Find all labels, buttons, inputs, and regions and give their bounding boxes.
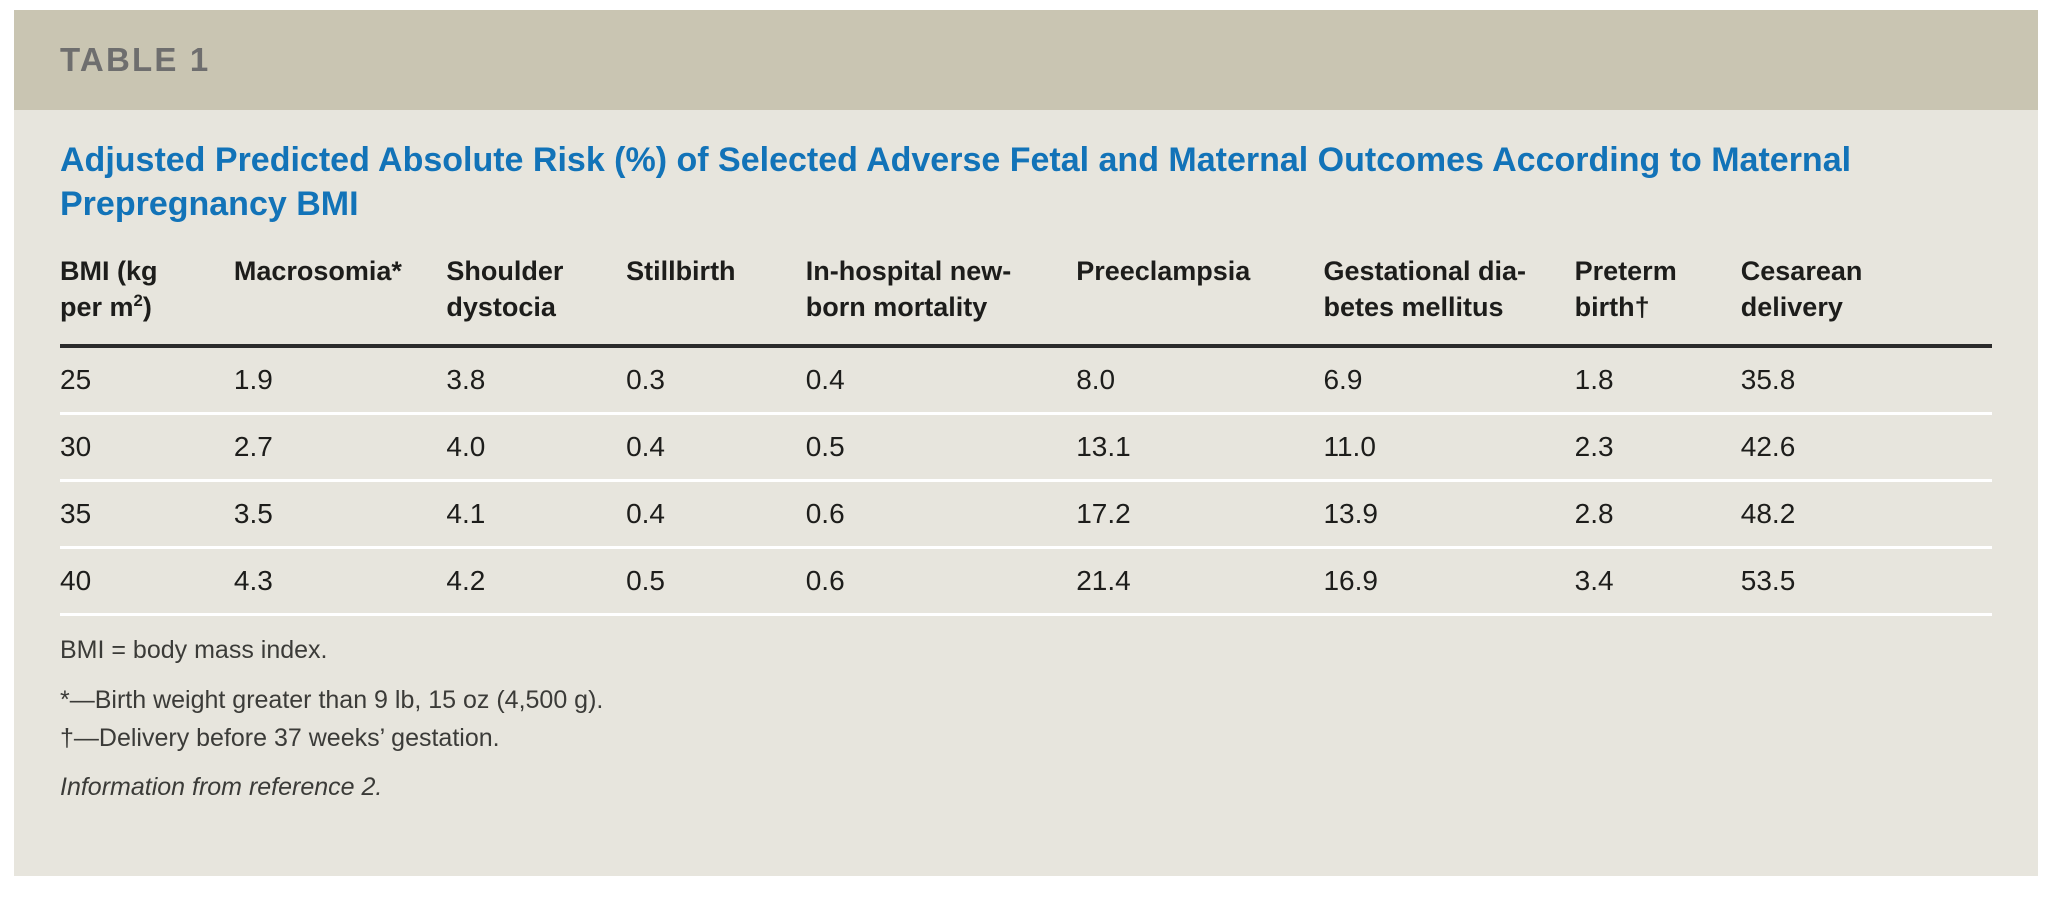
cell-stillbirth: 0.4 — [626, 481, 806, 548]
cell-inhospital-newborn-mortality: 0.4 — [806, 346, 1076, 414]
cell-bmi: 30 — [60, 414, 234, 481]
column-header-bmi-line2-post: ) — [142, 292, 152, 323]
column-header-shoulder-line2: dystocia — [446, 292, 556, 323]
column-header-preterm-line2: birth† — [1574, 292, 1650, 323]
column-header-inhosp-line1: In-hospital new- — [805, 256, 1012, 287]
table-row — [60, 346, 1992, 414]
cell-shoulder-dystocia: 4.2 — [446, 548, 626, 615]
cell-macrosomia: 2.7 — [234, 414, 447, 481]
cell-stillbirth: 0.4 — [626, 414, 806, 481]
cell-gestational-diabetes: 13.9 — [1323, 481, 1574, 548]
column-header-inhosp-line2: born mortality — [805, 292, 988, 323]
cell-shoulder-dystocia: 3.8 — [446, 346, 626, 414]
cell-shoulder-dystocia: 4.0 — [446, 414, 626, 481]
cell-gestational-diabetes: 11.0 — [1323, 414, 1574, 481]
cell-macrosomia: 4.3 — [234, 548, 447, 615]
column-header-cesarean-delivery — [1741, 244, 1992, 346]
table-number-band — [14, 10, 2038, 110]
source-reference: Information from reference 2. — [60, 773, 383, 802]
cell-preterm-birth: 3.4 — [1575, 548, 1741, 615]
column-header-macrosomia-text: Macrosomia* — [233, 256, 402, 287]
cell-preeclampsia: 21.4 — [1076, 548, 1323, 615]
cell-bmi: 35 — [60, 481, 234, 548]
footnote-abbreviation: BMI = body mass index. — [60, 636, 328, 665]
cell-cesarean-delivery: 53.5 — [1741, 548, 1992, 615]
footnote-preterm: †—Delivery before 37 weeks’ gestation. — [60, 723, 500, 752]
column-header-preterm-line1: Preterm — [1574, 256, 1677, 287]
cell-shoulder-dystocia: 4.1 — [446, 481, 626, 548]
column-header-inhospital-newborn-mortality — [806, 244, 1076, 346]
table-row — [60, 548, 1992, 615]
column-header-gestational-diabetes — [1323, 244, 1574, 346]
column-header-preterm-birth — [1575, 244, 1741, 346]
column-header-preeclampsia-text: Preeclampsia — [1076, 256, 1251, 287]
cell-bmi: 25 — [60, 346, 234, 414]
table-number-label: TABLE 1 — [60, 41, 211, 78]
table-card — [14, 10, 2038, 876]
column-header-gdm-line1: Gestational dia- — [1323, 256, 1527, 287]
column-header-bmi-line2-pre: per m — [60, 292, 134, 323]
table-wrap — [14, 226, 2038, 616]
column-header-bmi-line1: BMI (kg — [60, 256, 158, 287]
cell-bmi: 40 — [60, 548, 234, 615]
column-header-cesarean-line2: delivery — [1740, 292, 1843, 323]
cell-gestational-diabetes: 6.9 — [1323, 346, 1574, 414]
cell-preterm-birth: 2.8 — [1575, 481, 1741, 548]
cell-preeclampsia: 8.0 — [1076, 346, 1323, 414]
cell-cesarean-delivery: 35.8 — [1741, 346, 1992, 414]
cell-gestational-diabetes: 16.9 — [1323, 548, 1574, 615]
table-row — [60, 414, 1992, 481]
outcomes-table — [60, 244, 1992, 616]
cell-macrosomia: 1.9 — [234, 346, 447, 414]
cell-preeclampsia: 17.2 — [1076, 481, 1323, 548]
cell-stillbirth: 0.3 — [626, 346, 806, 414]
footnotes — [14, 616, 2038, 805]
table-title-wrap — [14, 110, 2038, 226]
cell-inhospital-newborn-mortality: 0.6 — [806, 481, 1076, 548]
cell-cesarean-delivery: 48.2 — [1741, 481, 1992, 548]
cell-inhospital-newborn-mortality: 0.5 — [806, 414, 1076, 481]
cell-inhospital-newborn-mortality: 0.6 — [806, 548, 1076, 615]
cell-cesarean-delivery: 42.6 — [1741, 414, 1992, 481]
column-header-stillbirth-text: Stillbirth — [626, 256, 736, 287]
column-header-macrosomia — [234, 244, 447, 346]
column-header-stillbirth — [626, 244, 806, 346]
column-header-cesarean-line1: Cesarean — [1740, 256, 1863, 287]
column-header-bmi — [60, 244, 234, 346]
column-header-bmi-exponent: 2 — [133, 291, 143, 311]
cell-preeclampsia: 13.1 — [1076, 414, 1323, 481]
cell-preterm-birth: 2.3 — [1575, 414, 1741, 481]
column-header-shoulder-line1: Shoulder — [446, 256, 564, 287]
cell-macrosomia: 3.5 — [234, 481, 447, 548]
table-header-row — [60, 244, 1992, 346]
column-header-gdm-line2: betes mellitus — [1323, 292, 1504, 323]
table-row — [60, 481, 1992, 548]
column-header-shoulder-dystocia — [446, 244, 626, 346]
footnote-macrosomia: *—Birth weight greater than 9 lb, 15 oz (4,500 g). — [60, 685, 604, 714]
column-header-preeclampsia — [1076, 244, 1323, 346]
cell-preterm-birth: 1.8 — [1575, 346, 1741, 414]
page-title: Adjusted Predicted Absolute Risk (%) of Selected Adverse Fetal and Maternal Outcomes According to Maternal Prepregnancy BMI — [60, 141, 1852, 224]
cell-stillbirth: 0.5 — [626, 548, 806, 615]
